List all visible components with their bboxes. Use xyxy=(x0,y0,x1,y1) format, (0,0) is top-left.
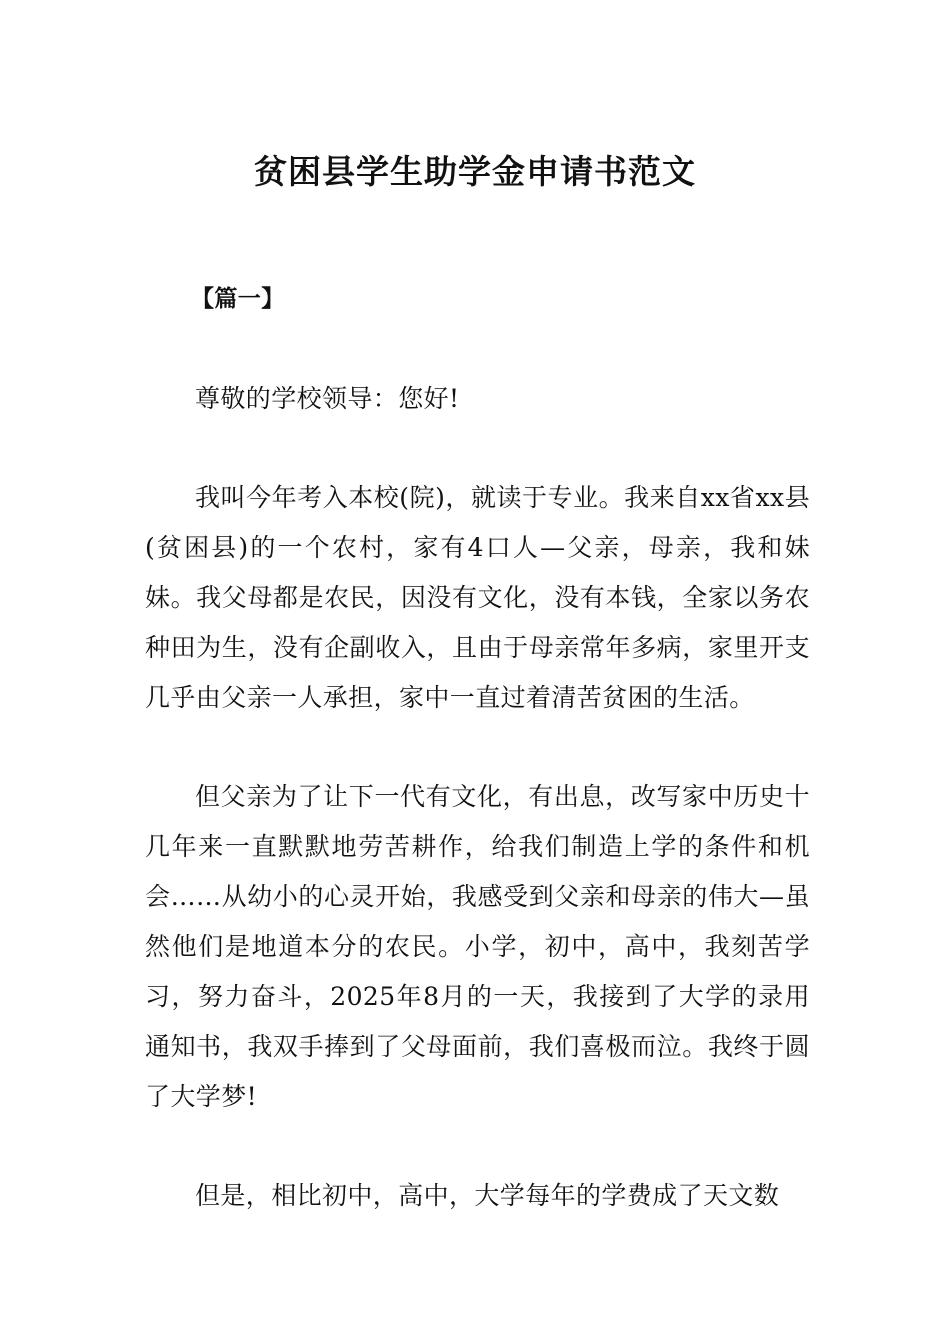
paragraph-2: 但父亲为了让下一代有文化，有出息，改写家中历史十几年来一直默默地劳苦耕作，给我们制造上学的条件和机会……从幼小的心灵开始，我感受到父亲和母亲的伟大—虽然他们是地道本分的农民。小学，初中，高中，我刻苦学习，努力奋斗，2025年8月的一天，我接到了大学的录用通知书，我双手捧到了父母面前，我们喜极而泣。我终于圆了大学梦! xyxy=(145,782,810,1111)
section-label: 【篇一】 xyxy=(191,286,285,312)
document-title: 贫困县学生助学金申请书范文 xyxy=(254,152,696,192)
paragraph-3: 但是，相比初中，高中，大学每年的学费成了天文数 xyxy=(195,1181,780,1210)
greeting: 尊敬的学校领导：您好! xyxy=(195,384,460,413)
paragraph-1: 我叫今年考入本校(院)，就读于专业。我来自xx省xx县(贫困县)的一个农村，家有4口人—父亲，母亲，我和妹妹。我父母都是农民，因没有文化，没有本钱，全家以务农种田为生，没有企副收入，且由于母亲常年多病，家里开支几乎由父亲一人承担，家中一直过着清苦贫困的生活。 xyxy=(145,483,810,712)
